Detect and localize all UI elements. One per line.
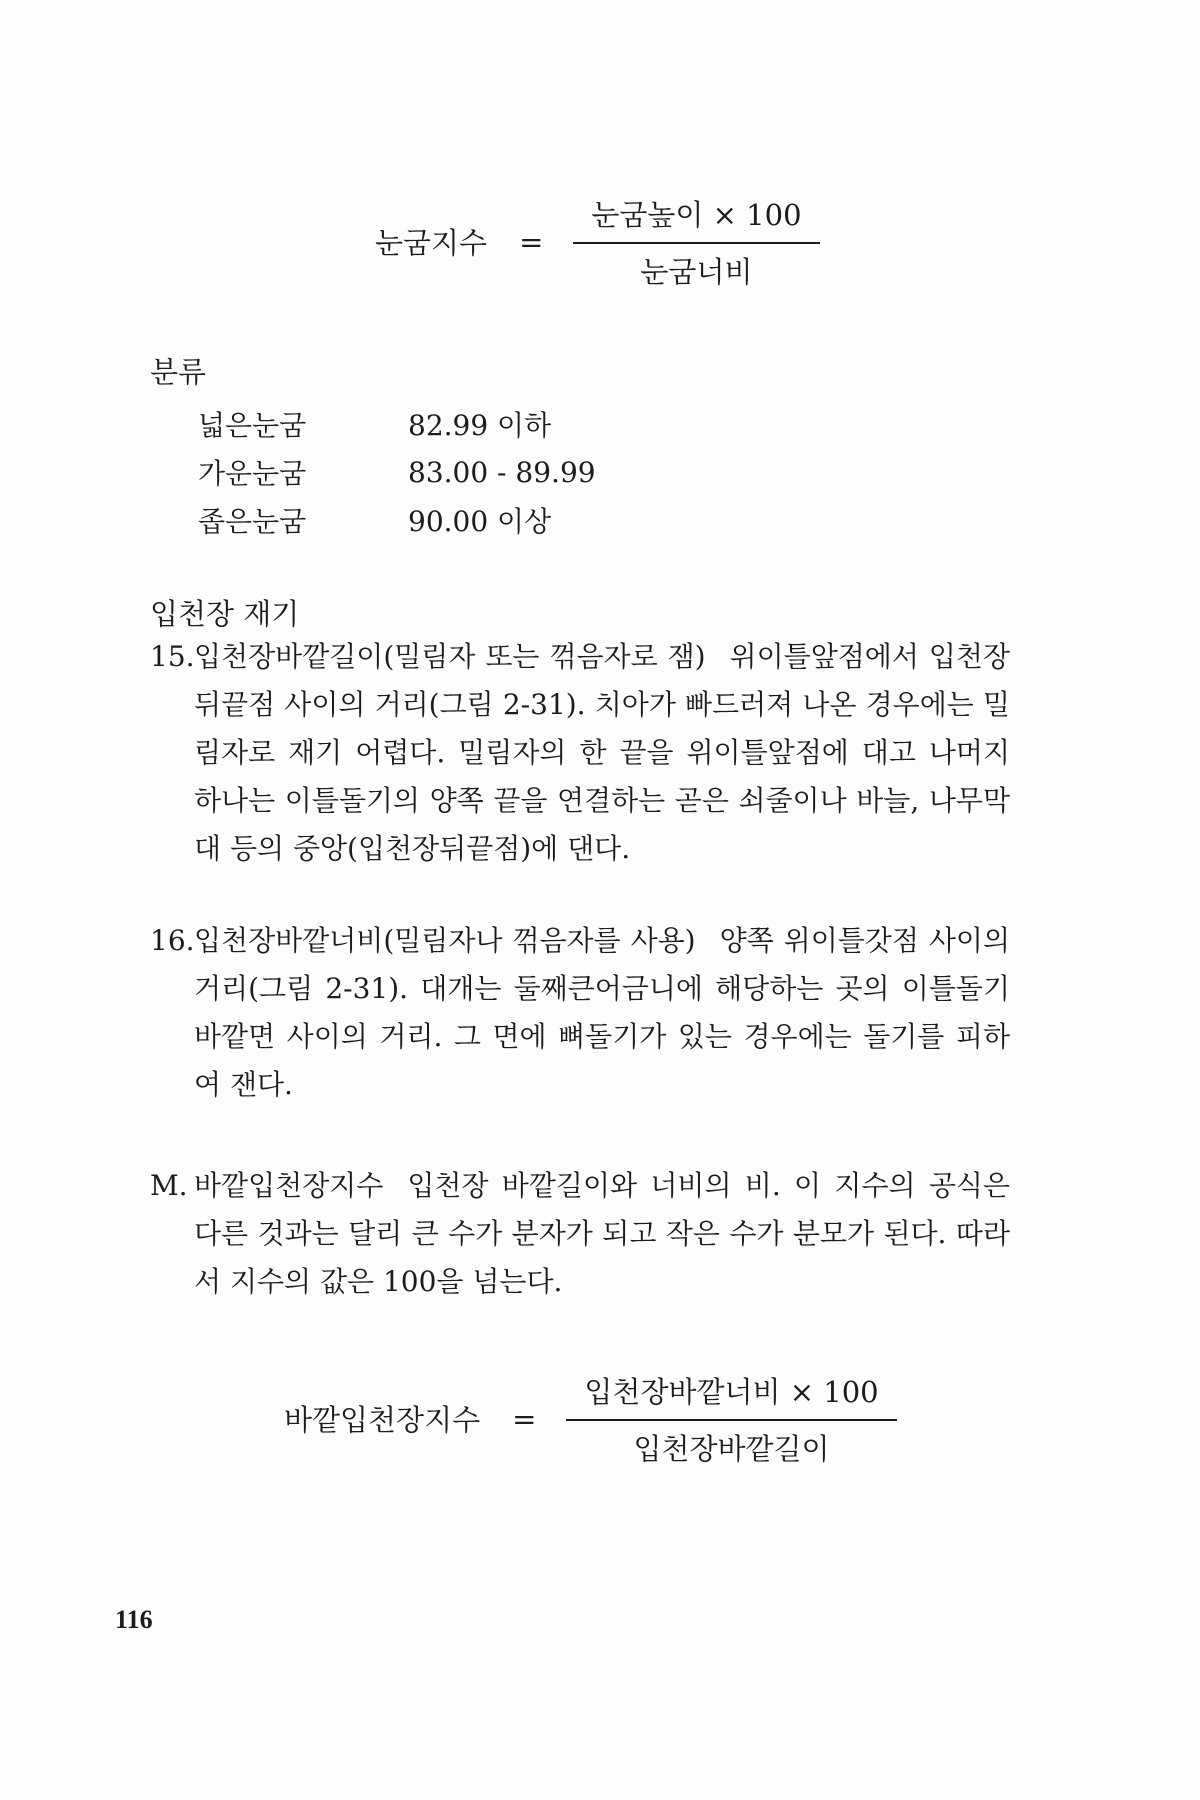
item-term: 입천장바깥길이(밀림자 또는 꺾음자로 잼) <box>194 640 706 673</box>
item-term: 바깥입천장지수 <box>194 1169 384 1202</box>
measurement-item-15 <box>150 633 1010 873</box>
class-range: 82.99 이하 <box>408 409 552 442</box>
item-term: 입천장바깥너비(밀림자나 꺾음자를 사용) <box>194 924 696 957</box>
item-body <box>194 633 1010 873</box>
section-heading: 입천장 재기 <box>150 597 300 631</box>
item-number: 15. <box>150 640 195 673</box>
classification-row <box>198 400 596 448</box>
measurement-item-m <box>150 1162 1010 1306</box>
formula-fraction <box>566 1370 896 1468</box>
equals-sign: = <box>519 224 544 259</box>
item-text: 입천장 바깥길이와 너비의 비. 이 지수의 공식은 다른 것과는 달리 큰 수가 분자가 되고 작은 수가 분모가 된다. 따라서 지수의 값은 100을 넘는다. <box>194 1169 1010 1298</box>
class-range: 83.00 - 89.99 <box>408 455 596 489</box>
item-body <box>194 1162 1010 1306</box>
formula-numerator: 입천장바깥너비 × 100 <box>584 1375 879 1409</box>
formula-lhs: 눈굼지수 <box>375 226 488 261</box>
class-range: 90.00 이상 <box>408 505 552 538</box>
item-number: M. <box>150 1169 188 1202</box>
formula-lhs: 바깥입천장지수 <box>284 1403 481 1438</box>
formula-denominator: 입천장바깥길이 <box>633 1431 830 1466</box>
formula-denominator: 눈굼너비 <box>640 254 753 289</box>
item-number: 16. <box>150 924 195 957</box>
classification-heading: 분류 <box>150 355 207 389</box>
classification-row <box>198 496 596 544</box>
item-text: 위이틀앞점에서 입천장뒤끝점 사이의 거리(그림 2-31). 치아가 빠드러져 나온 경우에는 밀림자로 재기 어렵다. 밀림자의 한 끝을 위이틀앞점에 대고 나머지 하나는 이틀돌기의 양쪽 끝을 연결하는 곧은 쇠줄이나 바늘, 나무막대 등의 중앙(입천장뒤끝점)에 댄다. <box>194 640 1010 865</box>
class-name: 좁은눈굼 <box>198 505 307 538</box>
item-text: 양쪽 위이틀갓점 사이의 거리(그림 2-31). 대개는 둘째큰어금니에 해당하는 곳의 이틀돌기 바깥면 사이의 거리. 그 면에 뼈돌기가 있는 경우에는 돌기를 피하여 잰다. <box>194 924 1010 1101</box>
eye-orbit-index-formula <box>375 193 820 291</box>
measurement-item-16 <box>150 917 1010 1109</box>
page-number: 116 <box>115 1605 153 1634</box>
class-name: 넓은눈굼 <box>198 409 307 442</box>
formula-numerator: 눈굼높이 × 100 <box>591 198 802 232</box>
item-body <box>194 917 1010 1109</box>
equals-sign: = <box>512 1401 537 1436</box>
classification-row <box>198 448 596 496</box>
palatal-index-formula <box>284 1370 897 1468</box>
class-name: 가운눈굼 <box>198 457 307 490</box>
formula-fraction <box>573 193 819 291</box>
classification-table <box>198 400 596 544</box>
